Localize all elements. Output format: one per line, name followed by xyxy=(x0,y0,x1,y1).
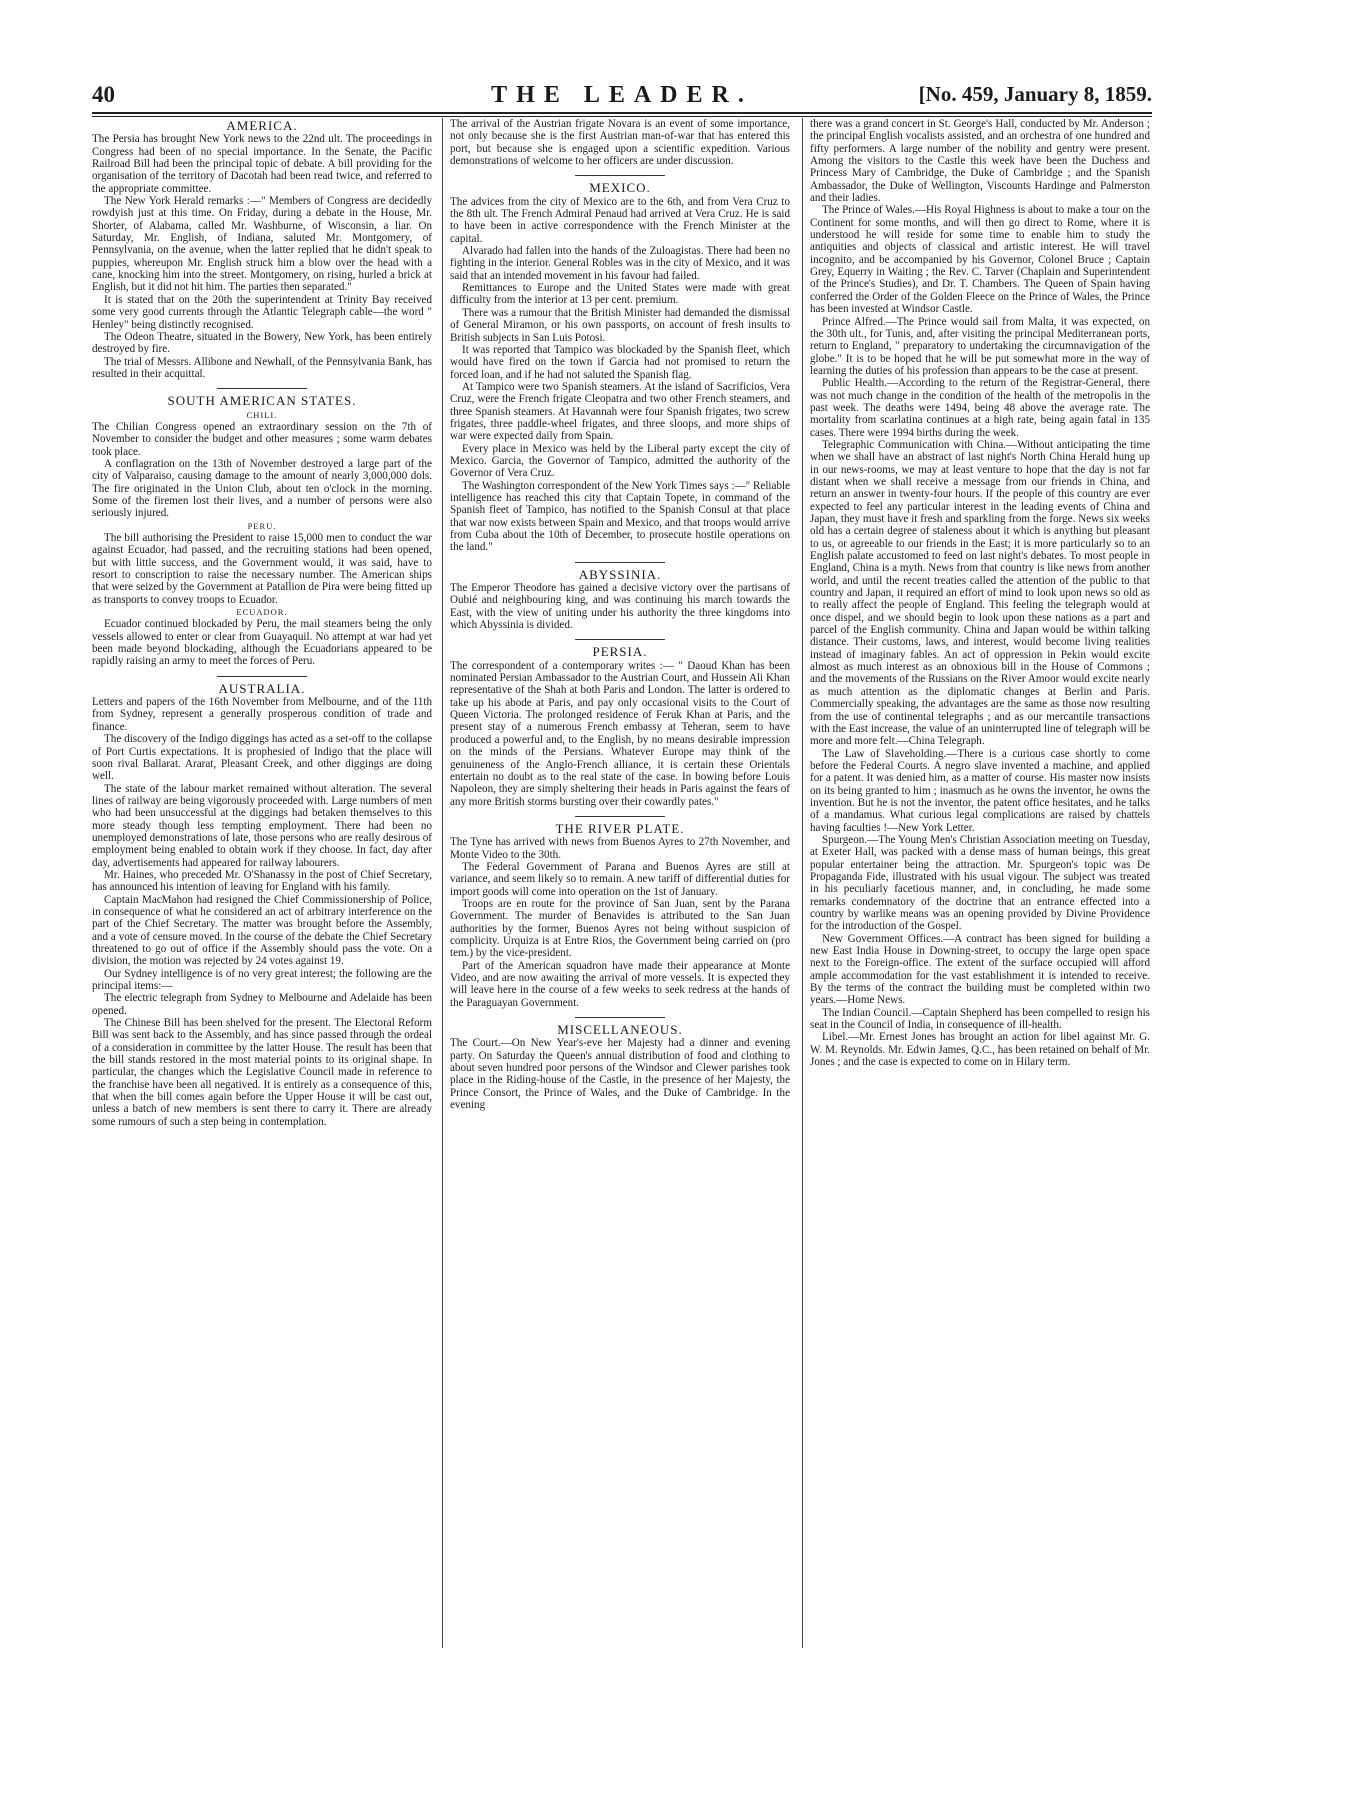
article-paragraph: Libel.—Mr. Ernest Jones has brought an action for libel against Mr. G. W. M. Reynolds. Mr. Edwin James, Q.C., has been retained on behalf of Mr. Jones ; and the case is expected to come on in Hilary term. xyxy=(810,1031,1150,1069)
article-paragraph: Every place in Mexico was held by the Liberal party except the city of Mexico. Garcia, the Governor of Tampico, admitted the authority of the Governor of Vera Cruz. xyxy=(450,442,790,480)
subsection-heading: PERU. xyxy=(247,520,277,531)
article-paragraph: Letters and papers of the 16th November from Melbourne, and of the 11th from Sydney, represent a generally prosperous condition of trade and finance. xyxy=(92,696,432,733)
column-2 xyxy=(450,118,790,1781)
article-paragraph: A conflagration on the 13th of November destroyed a large part of the city of Valparaiso, causing damage to the amount of nearly 3,000,000 dols. The fire originated in the Union Club, about ten o'clock in the morning. Some of the firemen lost their lives, and a number of persons were also seriously injured. xyxy=(92,457,432,520)
article-paragraph: The Tyne has arrived with news from Buenos Ayres to 27th November, and Monte Video to the 30th. xyxy=(450,836,790,861)
article-paragraph: Mr. Haines, who preceded Mr. O'Shanassy in the post of Chief Secretary, has announced his intention of leaving for England with his family. xyxy=(92,868,432,894)
header-rule-thin xyxy=(92,116,1152,117)
masthead xyxy=(92,82,1152,112)
article-paragraph: The bill authorising the President to raise 15,000 men to conduct the war against Ecuador, had passed, and the recruiting stations had been opened, but with little success, and the Government would, it was said, have to resort to conscription to raise the necessary number. The American ships that were seized by the Government at Patallion de Pira were being fitted up as transports to convey troops to Ecuador. xyxy=(92,532,432,606)
article-paragraph: The Indian Council.—Captain Shepherd has been compelled to resign his seat in the Council of India, in consequence of ill-health. xyxy=(810,1006,1150,1032)
article-paragraph: The arrival of the Austrian frigate Novara is an event of some importance, not only because she is the first Austrian man-of-war that has entered this port, but because she is engaged upon a scientific expedition. Various demonstrations of welcome to her officers are under discussion. xyxy=(450,118,790,168)
article-paragraph: The electric telegraph from Sydney to Melbourne and Adelaide has been opened. xyxy=(92,992,432,1017)
subsection-heading: CHILI. xyxy=(246,409,278,420)
section-heading: SOUTH AMERICAN STATES. xyxy=(167,393,357,409)
paper-title: THE LEADER. xyxy=(491,82,753,108)
article-paragraph: The Persia has brought New York news to the 22nd ult. The proceedings in Congress had been of no special importance. In the Senate, the Pacific Railroad Bill had been the principal topic of debate. A bill providing for the organisation of the territory of Dacotah had been read twice, and referred to the appropriate committee. xyxy=(92,133,432,195)
section-heading: ABYSSINIA. xyxy=(578,566,662,582)
column-divider xyxy=(802,118,803,1648)
header-rule xyxy=(92,112,1152,114)
article-paragraph: The state of the labour market remained without alteration. The several lines of railway are being vigorously proceeded with. Large numbers of men who had been unsuccessful at the diggings had betaken themselves to this more steady though less tempting employment. There had been no unemployed demonstrations of late, those persons who are really desirous of employment being enabled to obtain work if they choose. In fact, day after day, advertisements had appeared for railway labourers. xyxy=(92,782,432,869)
article-paragraph: Spurgeon.—The Young Men's Christian Association meeting on Tuesday, at Exeter Hall, was packed with a dense mass of human beings, this great popular entertainer being the attraction. Mr. Spurgeon's topic was De Propaganda Fide, illustrated with his usual vigour. The subject was treated in his peculiarly facetious manner, and, in concluding, he made some remarks condemnatory of the doctrine that an entrance effected into a country by warlike means was an opening provided by Divine Providence for the introduction of the Gospel. xyxy=(810,833,1150,933)
article-paragraph: Ecuador continued blockaded by Peru, the mail steamers being the only vessels allowed to enter or clear from Guayaquil. No attempt at war had yet been made beyond blockading, although the Ecuadorians appeared to be rapidly raising an army to meet the forces of Peru. xyxy=(92,618,432,668)
article-paragraph: New Government Offices.—A contract has been signed for building a new East India House in Downing-street, to occupy the large open space next to the Foreign-office. The extent of the surface occupied will afford ample accommodation for the vast establishment it is intended to receive. By the terms of the contract the building must be completed within two years.—Home News. xyxy=(810,932,1150,1007)
article-paragraph: The discovery of the Indigo diggings has acted as a set-off to the collapse of Port Curtis expectations. It is prophesied of Indigo that the place will soon rival Ballarat. Ararat, Pleasant Creek, and other diggings are doing well. xyxy=(92,733,432,783)
article-paragraph: The trial of Messrs. Allibone and Newhall, of the Pennsylvania Bank, has resulted in their acquittal. xyxy=(92,355,432,380)
article-paragraph: The Court.—On New Year's-eve her Majesty had a dinner and evening party. On Saturday the Queen's annual distribution of food and clothing to about seven hundred poor persons of the Windsor and Clewer parishes took place in the Riding-house of the Castle, in the presence of her Majesty, the Prince Consort, the Prince of Wales, and the Duke of Cambridge. In the evening xyxy=(450,1037,790,1112)
section-heading: PERSIA. xyxy=(592,644,648,660)
section-separator xyxy=(217,676,307,677)
article-paragraph: The Chilian Congress opened an extraordinary session on the 7th of November to consider the budget and other measures ; some warm debates took place. xyxy=(92,420,432,458)
article-paragraph: The advices from the city of Mexico are to the 6th, and from Vera Cruz to the 8th ult. The French Admiral Penaud had arrived at Vera Cruz. He is said to have been in active correspondence with the French Minister at the capital. xyxy=(450,195,790,245)
article-paragraph: The Odeon Theatre, situated in the Bowery, New York, has been entirely destroyed by fire. xyxy=(92,330,432,356)
article-paragraph: The Chinese Bill has been shelved for the present. The Electoral Reform Bill was sent back to the Assembly, and has since passed through the ordeal of a consideration in committee by the latter House. The result has been that the bill stands restored in the most material points to its original shape. In particular, the changes which the Legislative Council made in reference to the franchise have been all negatived. It is entirely as a consequence of this, that when the bill comes again before the Upper House it will be cast out, unless a batch of new members is sent there to carry it. There are already some rumours of such a step being in contemplation. xyxy=(92,1017,432,1128)
section-separator xyxy=(575,175,665,176)
article-paragraph: Our Sydney intelligence is of no very great interest; the following are the principal items:— xyxy=(92,967,432,993)
section-heading: THE RIVER PLATE. xyxy=(555,820,685,836)
article-paragraph: Part of the American squadron have made their appearance at Monte Video, and are now awaiting the arrival of more vessels. It is expected they will leave here in the course of a few weeks to seek redress at the hands of the Paraguayan Government. xyxy=(450,959,790,1009)
section-separator xyxy=(217,388,307,389)
article-paragraph: There was a rumour that the British Minister had demanded the dismissal of General Miramon, or his own passports, on account of fresh insults to British subjects in San Luis Potosi. xyxy=(450,306,790,344)
article-paragraph: Telegraphic Communication with China.—Without anticipating the time when we shall have an abstract of last night's North China Herald hung up in our news-rooms, we may at least venture to hope that the day is not far distant when we shall receive a message from our friends in China, and return an answer in twenty-four hours. If the people of this country are ever expected to feel any particular interest in the leading events of China and Japan, they must have it fresh and sparkling from the forge. News six weeks old has a certain degree of staleness about it which is anything but pleasant to us, or agreeable to our friends in the East; it is more particularly so to an English palate accustomed to feed on last night's debates. To most people in England, China is a myth. News from that country is like news from another world, and until the recent treaties called the attention of the public to that country and Japan, it required an effort of mind to look upon news so old as to really affect the people of England. This feeling the telegraph would at once dispel, and we should begin to look upon these nations as a part and parcel of the English community. China and Japan would be within talking distance. Their customs, laws, and interest, would become living realities instead of imaginary fables. An act of oppression in Pekin would excite almost as much interest as an obnoxious bill in the House of Commons ; and the movements of the Russians on the River Amoor would excite nearly as much attention as the diplomatic changes at Berlin and Paris. Commercially speaking, the advantages are the same as those now resulting from the use of continental telegraphs ; and as our mercantile transactions with the East increase, the value of an uninterrupted line of telegraph will be more and more felt.—China Telegraph. xyxy=(810,438,1150,748)
column-1 xyxy=(92,118,432,1781)
section-separator xyxy=(575,639,665,640)
article-paragraph: The Prince of Wales.—His Royal Highness is about to make a tour on the Continent for some months, and will then go direct to Rome, where it is understood he will reside for some time to enable him to study the antiquities and objects of classical and artistic interest. He will travel incognito, and be accompanied by his Governor, Colonel Bruce ; Captain Grey, Equerry in Waiting ; the Rev. C. Tarver (Chaplain and Superintendent of the Prince's Studies), and Dr. T. Chambers. The Queen of Spain having conferred the Order of the Golden Fleece on the Prince of Wales, the Prince has been invested at Windsor Castle. xyxy=(810,204,1150,316)
article-paragraph: Public Health.—According to the return of the Registrar-General, there was not much change in the condition of the health of the metropolis in the past week. The deaths were 1494, being 48 above the average rate. The mortality from scarlatina continues at a high rate, being again fatal in 135 cases. There were 1994 births during the week. xyxy=(810,377,1150,439)
article-paragraph: Prince Alfred.—The Prince would sail from Malta, it was expected, on the 30th ult., for Tunis, and, after visiting the principal Mediterranean ports, return to England, " preparatory to undertaking the circumnavigation of the globe." It is to be hoped that he will be put somewhat more in the way of learning the duties of his profession than appears to be the case at present. xyxy=(810,315,1150,377)
article-paragraph: Remittances to Europe and the United States were made with great difficulty from the interior at 13 per cent. premium. xyxy=(450,282,790,307)
article-paragraph: At Tampico were two Spanish steamers. At the island of Sacrificios, Vera Cruz, were the French frigate Cleopatra and two other French steamers, and three Spanish steamers. At Havannah were four Spanish frigates, two screw frigates, three paddle-wheel frigates, and three sloops, and more ships of war were expected daily from Spain. xyxy=(450,380,790,443)
article-paragraph: The Law of Slaveholding.—There is a curious case shortly to come before the Federal Courts. A negro slave invented a machine, and applied for a patent. It was denied him, as a matter of course. His master now insists on its being granted to him ; inasmuch as he owns the inventor, he owns the invention. But he is not the inventor, the patent office hesitates, and he talks of a mandamus. What curious legal complications are raised by chattels having faculties !—New York Letter. xyxy=(810,747,1150,834)
article-paragraph: The Federal Government of Parana and Buenos Ayres are still at variance, and seem likely so to remain. A new tariff of differential duties for import goods will come into operation on the 1st of January. xyxy=(450,860,790,898)
section-heading: AMERICA. xyxy=(226,118,298,133)
subsection-heading: ECUADOR. xyxy=(236,607,288,618)
article-paragraph: The New York Herald remarks :—" Members of Congress are decidedly rowdyish just at this time. On Friday, during a debate in the House, Mr. Shorter, of Alabama, called Mr. Washburne, of Wisconsin, a liar. On Saturday, Mr. English, of Indiana, saluted Mr. Montgomery, of Pennsylvania, on the avenue, when the latter replied that he didn't speak to puppies, whereupon Mr. English struck him a blow over the head with a cane, knocking him into the street. Montgomery, on rising, hurled a brick at English, but it did not hit him. The parties then separated." xyxy=(92,195,432,294)
column-divider xyxy=(442,118,443,1648)
issue-info: [No. 459, January 8, 1859. xyxy=(918,82,1152,106)
section-separator xyxy=(575,816,665,817)
section-separator xyxy=(575,1017,665,1018)
article-paragraph: The Emperor Theodore has gained a decisive victory over the partisans of Oubié and neighbouring king, and was continuing his march towards the East, with the view of uniting under his authority the three kingdoms into which Abyssinia is divided. xyxy=(450,582,790,632)
article-paragraph: It was reported that Tampico was blockaded by the Spanish fleet, which would have fired on the town if Garcia had not promised to return the forced loan, and if he had not saluted the Spanish flag. xyxy=(450,343,790,381)
article-paragraph: The Washington correspondent of the New York Times says :—" Reliable intelligence has reached this city that Captain Topete, in command of the Spanish fleet of Tampico, has notified to the Spanish Consul at that place that war now exists between Spain and Mexico, and that troops would arrive from Cuba about the 10th of December, to prosecute hostile operations on the land." xyxy=(450,479,790,554)
page-number: 40 xyxy=(92,82,115,107)
section-heading: MEXICO. xyxy=(589,180,651,196)
article-paragraph: there was a grand concert in St. George's Hall, conducted by Mr. Anderson ; the principal English vocalists assisted, and an orchestra of one hundred and fifty performers. A large number of the nobility and gentry were present. Among the visitors to the Castle this week have been the Duchess and Princess Mary of Cambridge, the Duke of Cambridge ; and the Spanish Ambassador, the Duke of Wellington, Viscounts Hardinge and Palmerston and their ladies. xyxy=(810,118,1150,205)
article-paragraph: Alvarado had fallen into the hands of the Zuloagistas. There had been no fighting in the interior. General Robles was in the city of Mexico, and it was said that an intended movement in his favour had failed. xyxy=(450,245,790,282)
article-paragraph: Troops are en route for the province of San Juan, sent by the Parana Government. The murder of Benavides is attributed to the San Juan authorities by the former, Buenos Ayres not being without suspicion of complicity. Urquiza is at Entre Rios, the Government being carried on (pro tem.) by the vice-president. xyxy=(450,897,790,960)
section-heading: AUSTRALIA. xyxy=(218,680,306,696)
article-paragraph: It is stated that on the 20th the superintendent at Trinity Bay received some very good currents through the Atlantic Telegraph cable—the word " Henley" being distinctly recognised. xyxy=(92,293,432,331)
article-paragraph: The correspondent of a contemporary writes :— " Daoud Khan has been nominated Persian Ambassador to the Austrian Court, and Hussein Ali Khan representative of the Shah at both Paris and London. The latter is ordered to take up his abode at Paris, and pay only occasional visits to the Court of Queen Victoria. The prolonged residence of Feruk Khan at Paris, and the present stay of a numerous French embassy at Teheran, seem to have produced a powerful and, to the English, by no means desirable impression on the minds of the Persians. Whatever Europe may think of the genuineness of the Anglo-French alliance, it is certain these Orientals entertain no doubt as to the real state of the case. In bowing before Louis Napoleon, they are simply sheltering their heads in Paris against the fears of any more British storms bursting over their cowardly pates." xyxy=(450,659,790,808)
section-heading: MISCELLANEOUS. xyxy=(557,1022,683,1038)
column-3 xyxy=(810,118,1150,1781)
section-separator xyxy=(575,562,665,563)
article-paragraph: Captain MacMahon had resigned the Chief Commissionership of Police, in consequence of what he considered an act of arbitrary interference on the part of the Chief Secretary. The matter was brought before the Assembly, and a vote of censure moved. In the course of the debate the Chief Secretary threatened to go out of office if the Assembly should pass the vote. On a division, the motion was rejected by 24 votes against 19. xyxy=(92,893,432,968)
